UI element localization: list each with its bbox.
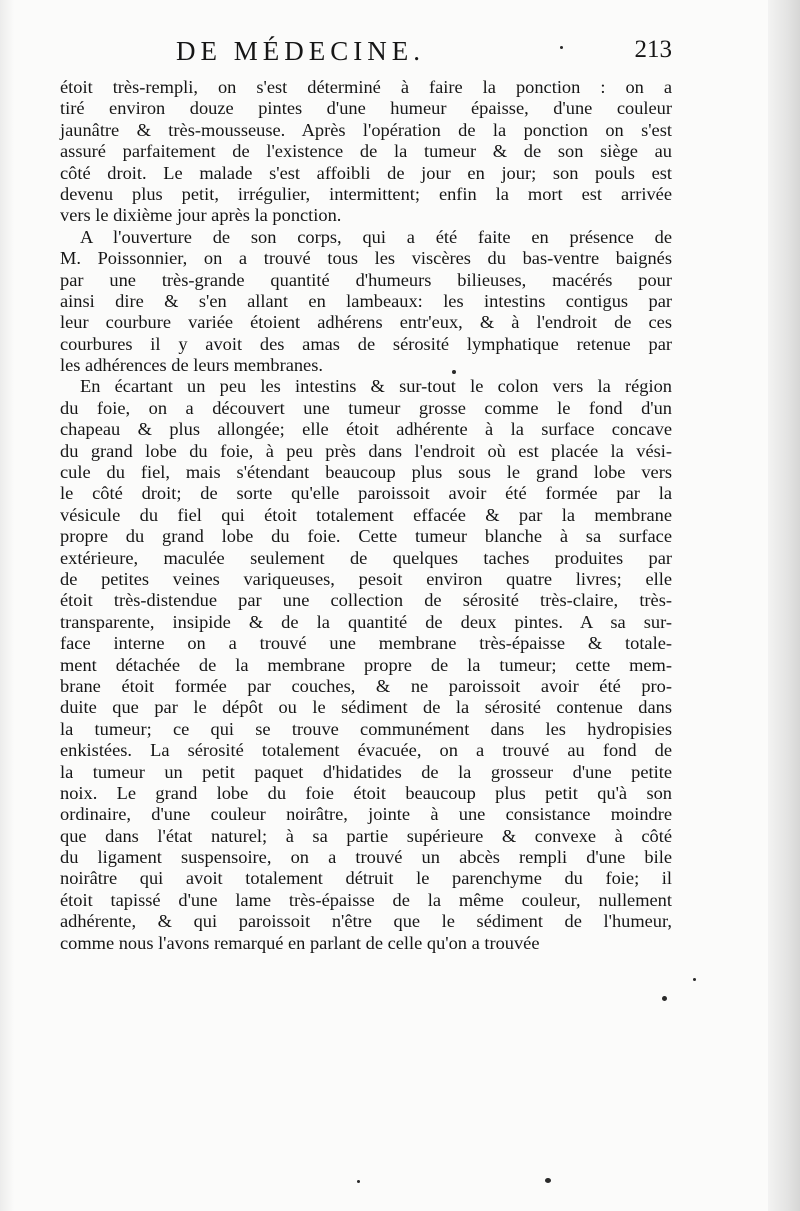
print-speck	[662, 996, 667, 1001]
text-line: étoit tapissé d'une lame très-épaisse de la même couleur, nullement	[60, 889, 672, 910]
text-line: ainsi dire & s'en allant en lambeaux: les intestins contigus par	[60, 290, 672, 311]
text-line: courbures il y avoit des amas de sérosité lymphatique retenue par	[60, 333, 672, 354]
text-line: par une très-grande quantité d'humeurs bilieuses, macérés pour	[60, 269, 672, 290]
text-line: devenu plus petit, irrégulier, intermittent; enfin la mort est arrivée	[60, 183, 672, 204]
text-line: leur courbure variée étoient adhérens entr'eux, & à l'endroit de ces	[60, 312, 672, 333]
text-line: du grand lobe du foie, à peu près dans l'endroit où est placée la vési-	[60, 440, 672, 461]
text-line: comme nous l'avons remarqué en parlant de celle qu'on a trouvée	[60, 932, 540, 953]
text-line: de petites veines variqueuses, pesoit environ quatre livres; elle	[60, 568, 672, 589]
text-line: assuré parfaitement de l'existence de la tumeur & de son siège au	[60, 141, 672, 162]
text-line: brane étoit formée par couches, & ne paroissoit avoir été pro-	[60, 675, 672, 696]
print-speck	[545, 1178, 551, 1183]
text-line: la tumeur un petit paquet d'hidatides de la grosseur d'une petite	[60, 761, 672, 782]
text-line: duite que par le dépôt ou le sédiment de la sérosité contenue dans	[60, 697, 672, 718]
text-line: vers le dixième jour après la ponction.	[60, 205, 342, 226]
text-line: face interne on a trouvé une membrane très-épaisse & totale-	[60, 633, 672, 654]
running-head: DE MÉDECINE.	[176, 36, 425, 66]
text-line: chapeau & plus allongée; elle étoit adhérente à la surface concave	[60, 419, 672, 440]
print-speck	[560, 46, 563, 49]
text-line: la tumeur; ce qui se trouve communément dans les hydropisies	[60, 718, 672, 739]
text-line: cule du fiel, mais s'étendant beaucoup plus sous le grand lobe vers	[60, 462, 672, 483]
page-number: 213	[634, 36, 672, 63]
text-line: ordinaire, d'une couleur noirâtre, jointe à une consistance moindre	[60, 804, 672, 825]
text-line: étoit très-rempli, on s'est déterminé à faire la ponction : on a	[60, 77, 672, 97]
text-line: transparente, insipide & de la quantité de deux pintes. A sa sur-	[60, 611, 672, 632]
body-text	[60, 77, 672, 954]
text-line: A l'ouverture de son corps, qui a été faite en présence de	[80, 226, 672, 247]
text-line: En écartant un peu les intestins & sur-tout le colon vers la région	[80, 376, 672, 397]
text-line: que dans l'état naturel; à sa partie supérieure & convexe à côté	[60, 825, 672, 846]
text-line: extérieure, maculée seulement de quelques taches produites par	[60, 547, 672, 568]
text-line: les adhérences de leurs membranes.	[60, 355, 323, 376]
text-line: propre du grand lobe du foie. Cette tumeur blanche à sa surface	[60, 526, 672, 547]
text-line: côté droit. Le malade s'est affoibli de jour en jour; son pouls est	[60, 162, 672, 183]
text-line: enkistées. La sérosité totalement évacuée, on a trouvé au fond de	[60, 740, 672, 761]
page-left-edge	[0, 0, 14, 1211]
print-speck	[693, 978, 696, 981]
text-line: du ligament suspensoire, on a trouvé un abcès rempli d'une bile	[60, 847, 672, 868]
text-line: le côté droit; de sorte qu'elle paroissoit avoir été formée par la	[60, 483, 672, 504]
text-line: noix. Le grand lobe du foie étoit beaucoup plus petit qu'à son	[60, 782, 672, 803]
page-right-edge	[768, 0, 800, 1211]
print-speck	[357, 1180, 360, 1183]
text-line: M. Poissonnier, on a trouvé tous les viscères du bas-ventre baignés	[60, 248, 672, 269]
print-speck	[452, 370, 456, 374]
text-line: noirâtre qui avoit totalement détruit le parenchyme du foie; il	[60, 868, 672, 889]
text-line: jaunâtre & très-mousseuse. Après l'opération de la ponction on s'est	[60, 119, 672, 140]
text-line: adhérente, & qui paroissoit n'être que le sédiment de l'humeur,	[60, 911, 672, 932]
text-line: vésicule du fiel qui étoit totalement effacée & par la membrane	[60, 504, 672, 525]
text-line: du foie, on a découvert une tumeur grosse comme le fond d'un	[60, 397, 672, 418]
text-line: étoit très-distendue par une collection de sérosité très-claire, très-	[60, 590, 672, 611]
text-line: tiré environ douze pintes d'une humeur épaisse, d'une couleur	[60, 98, 672, 119]
text-line: ment détachée de la membrane propre de la tumeur; cette mem-	[60, 654, 672, 675]
page-header	[60, 36, 672, 76]
